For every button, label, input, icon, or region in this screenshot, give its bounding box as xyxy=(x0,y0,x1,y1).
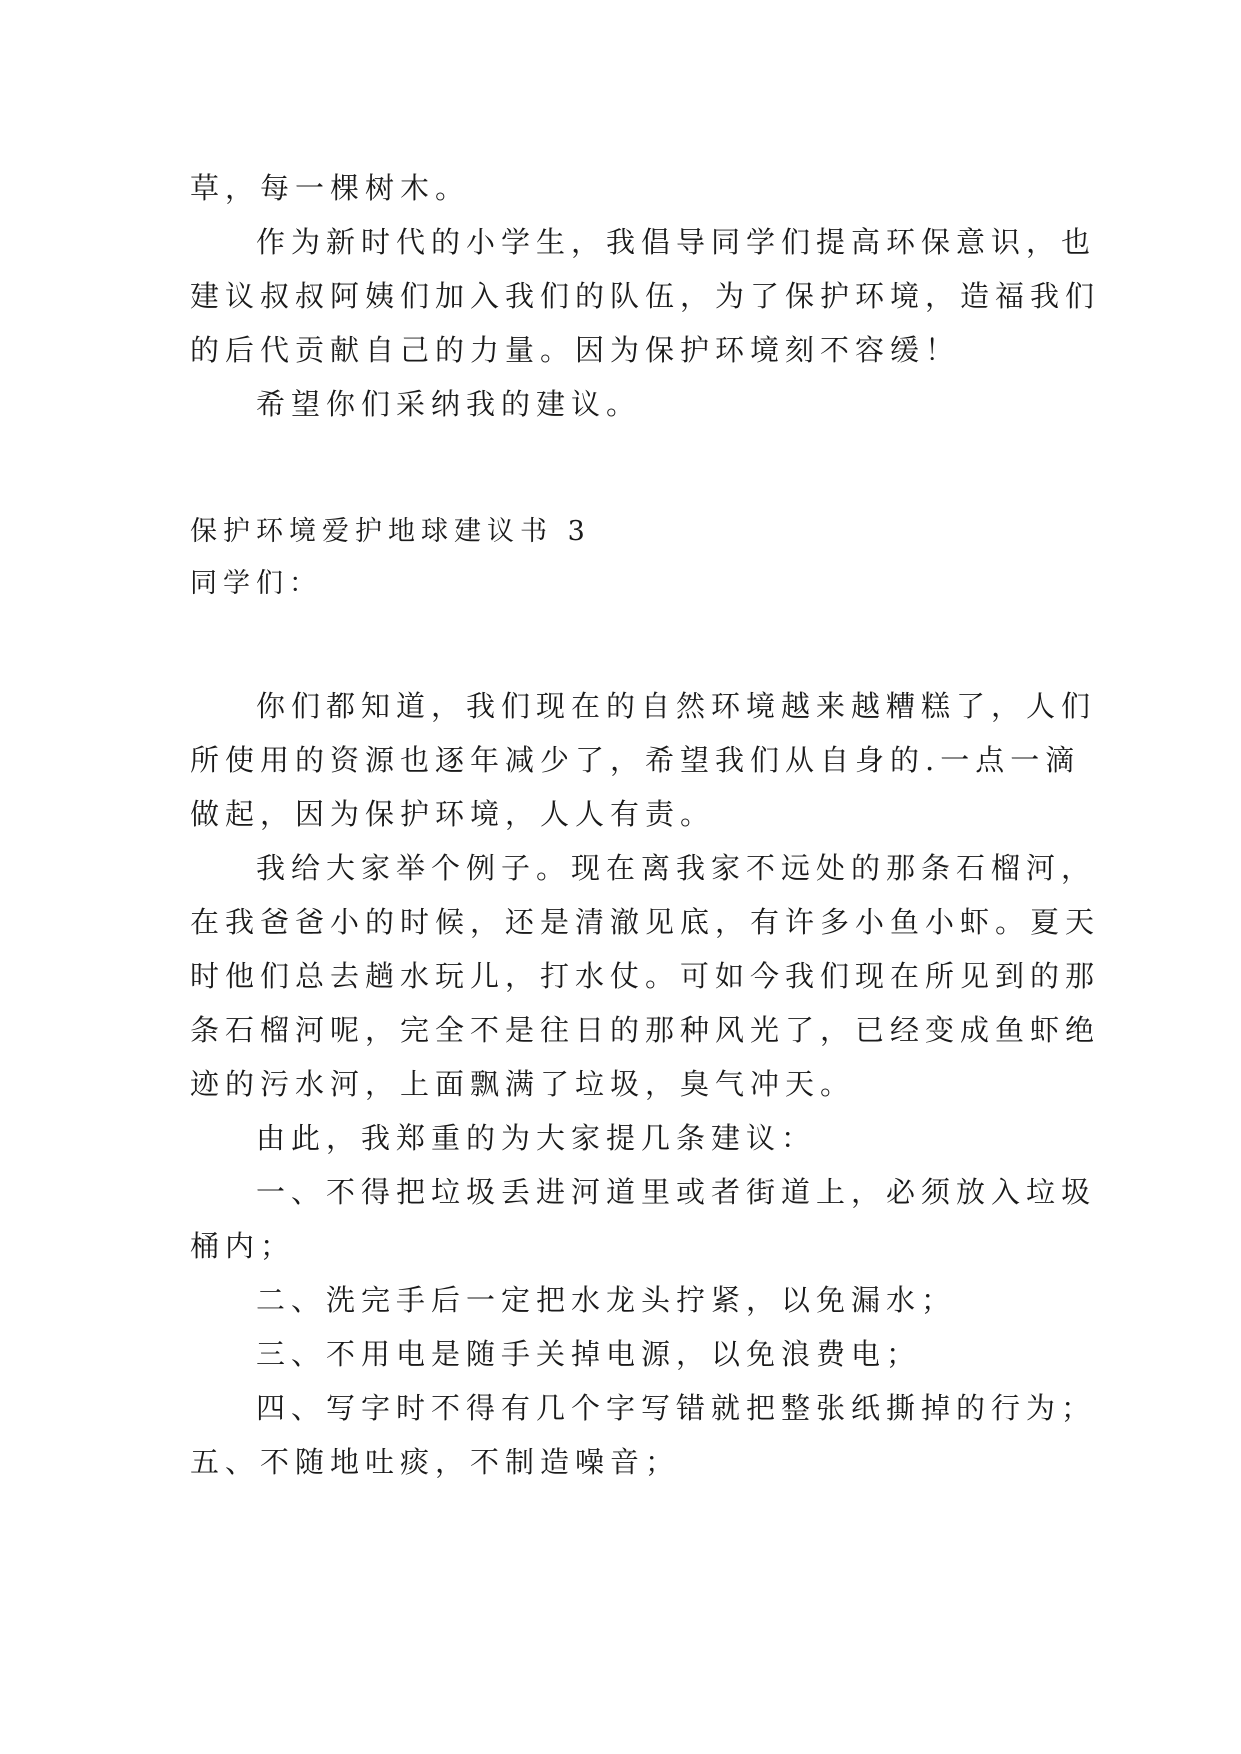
paragraph-line: 你们都知道，我们现在的自然环境越来越糟糕了，人们 xyxy=(256,689,1097,723)
text-line: 草，每一棵树木。 xyxy=(190,171,471,205)
section-title: 保护环境爱护地球建议书 3 xyxy=(190,516,591,547)
list-item-continuation: 桶内； xyxy=(190,1229,296,1263)
paragraph-line: 所使用的资源也逐年减少了，希望我们从自身的.一点一滴 xyxy=(190,743,1081,777)
salutation: 同学们： xyxy=(190,568,322,599)
list-item: 二、洗完手后一定把水龙头拧紧，以免漏水； xyxy=(256,1283,957,1317)
list-item: 一、不得把垃圾丢进河道里或者街道上，必须放入垃圾 xyxy=(256,1175,1097,1209)
paragraph-line: 迹的污水河，上面飘满了垃圾，臭气冲天。 xyxy=(190,1067,856,1101)
paragraph-line: 在我爸爸小的时候，还是清澈见底，有许多小鱼小虾。夏天 xyxy=(190,905,1101,939)
paragraph-line: 我给大家举个例子。现在离我家不远处的那条石榴河， xyxy=(256,851,1097,885)
list-item: 五、不随地吐痰，不制造噪音； xyxy=(190,1445,681,1479)
paragraph-line: 由此，我郑重的为大家提几条建议： xyxy=(256,1121,817,1155)
paragraph-line: 条石榴河呢，完全不是往日的那种风光了，已经变成鱼虾绝 xyxy=(190,1013,1101,1047)
paragraph-line: 的后代贡献自己的力量。因为保护环境刻不容缓！ xyxy=(190,333,961,367)
paragraph-line: 建议叔叔阿姨们加入我们的队伍，为了保护环境，造福我们 xyxy=(190,279,1101,313)
paragraph-line: 希望你们采纳我的建议。 xyxy=(256,387,642,421)
list-item: 三、不用电是随手关掉电源，以免浪费电； xyxy=(256,1337,922,1371)
paragraph-line: 做起，因为保护环境，人人有责。 xyxy=(190,797,716,831)
list-item: 四、写字时不得有几个字写错就把整张纸撕掉的行为； xyxy=(256,1391,1097,1425)
paragraph-line: 作为新时代的小学生，我倡导同学们提高环保意识，也 xyxy=(256,225,1097,259)
paragraph-line: 时他们总去趟水玩儿，打水仗。可如今我们现在所见到的那 xyxy=(190,959,1101,993)
